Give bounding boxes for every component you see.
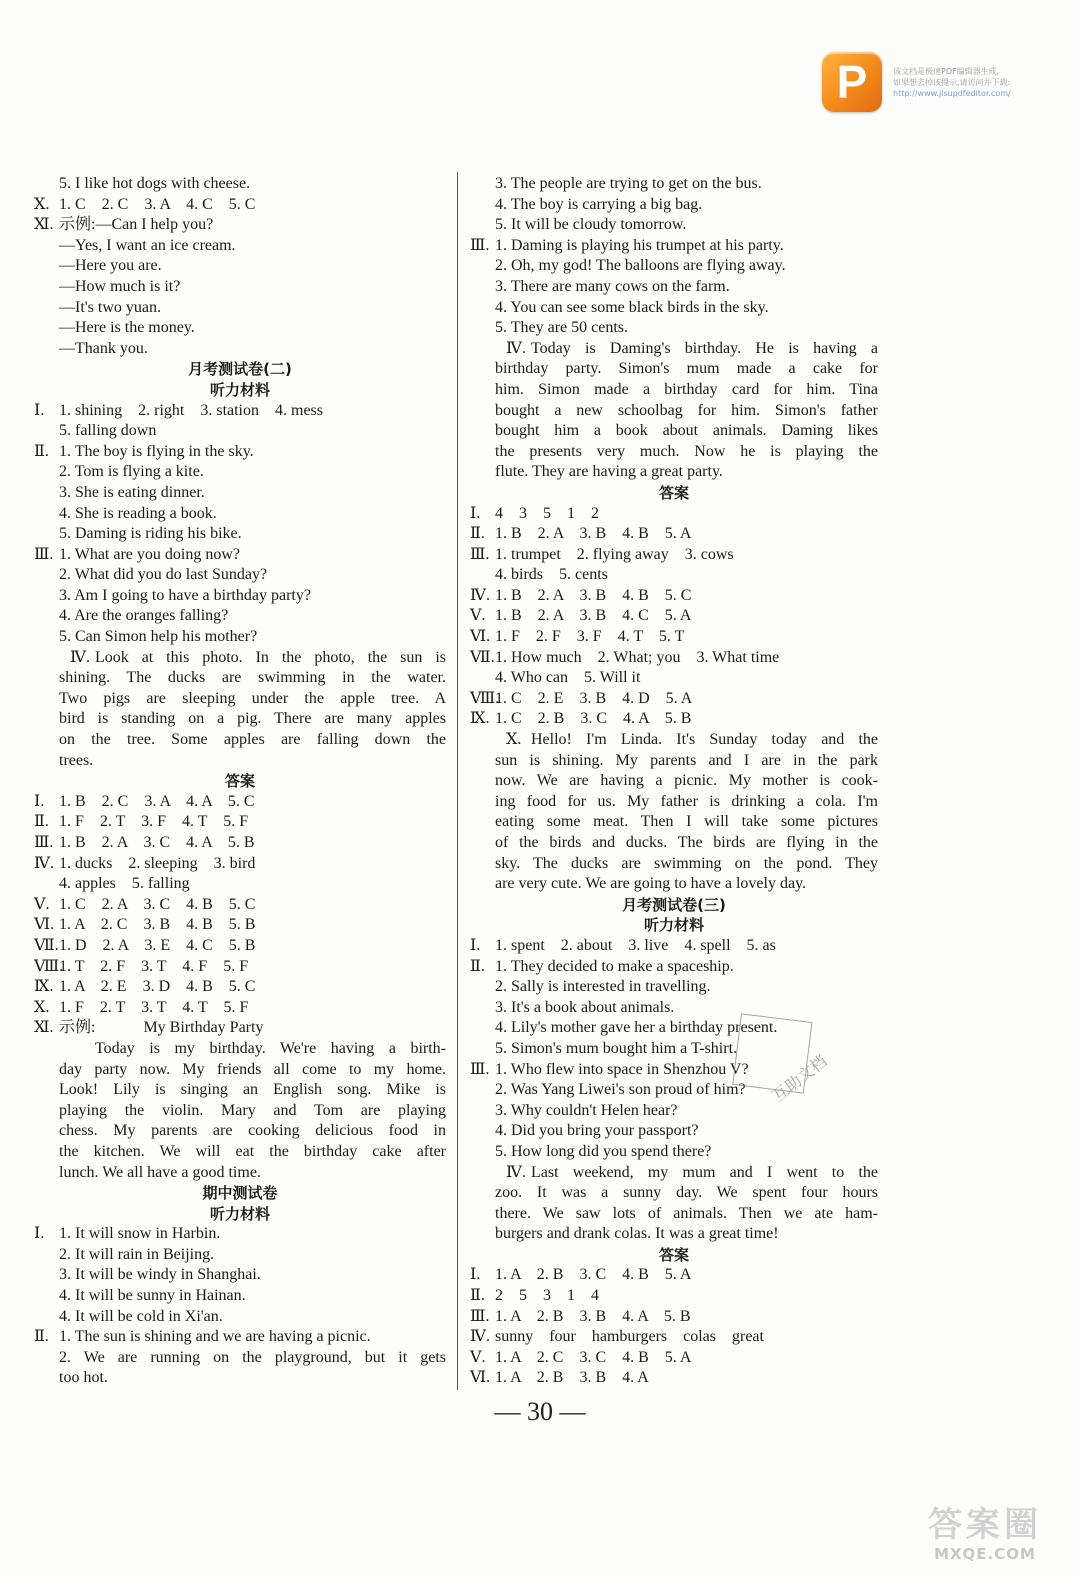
line-text: 1. What are you doing now? bbox=[59, 545, 240, 563]
question-row bbox=[34, 195, 446, 216]
roman-numeral: Ⅴ. bbox=[34, 895, 50, 913]
question-row bbox=[470, 648, 878, 669]
line-text: 1. B 2. A 3. B 4. B 5. C bbox=[495, 586, 692, 604]
text-line bbox=[470, 195, 878, 216]
text-line bbox=[34, 236, 446, 257]
line-text: Look! Lily is singing an English song. Mike is bbox=[59, 1081, 446, 1099]
line-text: 1. C 2. A 3. C 4. B 5. C bbox=[59, 895, 256, 913]
paragraph-line bbox=[34, 668, 446, 689]
roman-numeral: Ⅵ. bbox=[470, 628, 491, 646]
paragraph-line bbox=[470, 421, 878, 442]
stamp-text: 互助文档 bbox=[768, 1051, 831, 1106]
line-text: 听力材料 bbox=[209, 380, 270, 399]
roman-numeral: Ⅰ. bbox=[470, 1266, 481, 1284]
roman-numeral: Ⅲ. bbox=[34, 545, 54, 563]
line-text: 1. B 2. C 3. A 4. A 5. C bbox=[59, 792, 255, 810]
line-text: —Yes, I want an ice cream. bbox=[59, 236, 236, 254]
roman-numeral: Ⅰ. bbox=[470, 504, 481, 522]
question-row bbox=[34, 957, 446, 978]
line-text: 4. Lily's mother gave her a birthday present. bbox=[495, 1019, 778, 1037]
line-text: birthday party. Simon's mum made a cake for bbox=[495, 360, 878, 378]
question-row bbox=[470, 709, 878, 730]
roman-numeral: Ⅲ. bbox=[470, 236, 490, 254]
roman-numeral: Ⅺ. bbox=[34, 216, 54, 234]
line-text: 5. I like hot dogs with cheese. bbox=[59, 175, 251, 192]
roman-numeral: Ⅵ. bbox=[34, 916, 55, 934]
line-text: the presents very much. Now he is playing the bbox=[495, 442, 878, 460]
editor-notice bbox=[893, 66, 1053, 99]
question-row bbox=[470, 524, 878, 545]
paragraph-line bbox=[470, 812, 878, 833]
question-row bbox=[34, 936, 446, 957]
line-text: 月考测试卷(二) bbox=[188, 360, 292, 379]
text-line bbox=[34, 256, 446, 277]
text-line bbox=[470, 1142, 878, 1163]
roman-numeral: Ⅴ. bbox=[470, 607, 486, 625]
line-text: 4. She is reading a book. bbox=[59, 504, 217, 522]
question-row bbox=[470, 545, 878, 566]
line-text: 1. B 2. A 3. B 4. C 5. A bbox=[495, 607, 692, 625]
paragraph-line bbox=[470, 730, 878, 751]
text-line bbox=[34, 586, 446, 607]
right-column bbox=[470, 174, 878, 1389]
question-row bbox=[34, 1224, 446, 1245]
line-text: 2. Tom is flying a kite. bbox=[59, 463, 204, 481]
line-text: Hello! I'm Linda. It's Sunday today and the bbox=[531, 731, 878, 749]
question-row bbox=[34, 545, 446, 566]
paragraph-line bbox=[470, 751, 878, 772]
line-text: sky. The ducks are swimming on the pond. They bbox=[495, 854, 878, 872]
paragraph-line bbox=[470, 771, 878, 792]
notice-line: 该文档是极速PDF编辑器生成, bbox=[893, 67, 1000, 76]
line-text: 2. Was Yang Liwei's son proud of him? bbox=[495, 1081, 746, 1099]
question-row bbox=[34, 401, 446, 422]
question-row bbox=[470, 627, 878, 648]
text-line bbox=[34, 627, 446, 648]
roman-numeral: Ⅹ. bbox=[34, 998, 50, 1016]
question-row bbox=[470, 1307, 878, 1328]
roman-numeral: Ⅸ. bbox=[34, 978, 54, 996]
roman-numeral: Ⅰ. bbox=[34, 401, 45, 419]
text-line bbox=[470, 277, 878, 298]
logo-letter: P bbox=[836, 56, 868, 108]
line-text: —Thank you. bbox=[59, 339, 148, 357]
line-text: 4. Did you bring your passport? bbox=[495, 1122, 699, 1140]
paragraph-line bbox=[34, 1039, 446, 1060]
roman-numeral: Ⅰ. bbox=[34, 1225, 45, 1243]
roman-numeral: Ⅲ. bbox=[470, 1060, 490, 1078]
paragraph-line bbox=[34, 1101, 446, 1122]
line-text: 4. apples 5. falling bbox=[59, 875, 190, 893]
line-text: are very cute. We are going to have a lovely day. bbox=[495, 875, 807, 893]
section-heading bbox=[34, 1183, 446, 1204]
paragraph-line bbox=[470, 1163, 878, 1184]
line-text: 3. There are many cows on the farm. bbox=[495, 277, 730, 295]
text-line bbox=[470, 256, 878, 277]
question-row bbox=[470, 936, 878, 957]
line-text: 1. C 2. C 3. A 4. C 5. C bbox=[59, 195, 256, 213]
roman-numeral: Ⅱ. bbox=[34, 442, 49, 460]
roman-numeral: Ⅷ. bbox=[470, 689, 500, 707]
line-text: 1. F 2. T 3. F 4. T 5. F bbox=[59, 813, 249, 831]
text-line bbox=[34, 504, 446, 525]
paragraph-line bbox=[34, 1142, 446, 1163]
text-line bbox=[34, 339, 446, 360]
line-text: on the tree. Some apples are falling down the bbox=[59, 731, 446, 749]
paragraph-line bbox=[34, 1348, 446, 1369]
line-text: 2. What did you do last Sunday? bbox=[59, 566, 268, 584]
line-text: 4. Who can 5. Will it bbox=[495, 669, 641, 687]
line-text: 4. The boy is carrying a big bag. bbox=[495, 195, 703, 213]
text-line bbox=[34, 174, 446, 195]
line-text: 1. A 2. E 3. D 4. B 5. C bbox=[59, 978, 256, 996]
text-line bbox=[34, 421, 446, 442]
text-line bbox=[34, 751, 446, 772]
page-number: — 30 — bbox=[494, 1397, 586, 1426]
question-row bbox=[470, 1286, 878, 1307]
line-text: 2. Oh, my god! The balloons are flying away. bbox=[495, 257, 786, 275]
line-text: him. Simon made a birthday card for him. Tina bbox=[495, 380, 878, 398]
paragraph-line bbox=[34, 709, 446, 730]
line-text: 5. Can Simon help his mother? bbox=[59, 628, 258, 646]
question-row bbox=[470, 586, 878, 607]
roman-numeral: Ⅸ. bbox=[470, 710, 490, 728]
paragraph-line bbox=[34, 689, 446, 710]
roman-numeral: Ⅳ. bbox=[70, 648, 90, 666]
site-watermark bbox=[900, 1505, 1070, 1565]
line-text: 5. falling down bbox=[59, 422, 157, 440]
line-text: —Here you are. bbox=[59, 257, 162, 275]
line-text: 听力材料 bbox=[643, 916, 704, 935]
paragraph-line bbox=[470, 339, 878, 360]
line-text: flute. They are having a great party. bbox=[495, 463, 723, 481]
question-row bbox=[34, 1327, 446, 1348]
roman-numeral: Ⅺ. bbox=[34, 1019, 54, 1037]
paragraph-line bbox=[470, 401, 878, 422]
roman-numeral: Ⅲ. bbox=[34, 834, 54, 851]
roman-numeral: Ⅷ. bbox=[34, 957, 64, 975]
line-text: bought him a book about animals. Daming likes bbox=[495, 422, 878, 440]
section-heading bbox=[470, 1245, 878, 1266]
question-row bbox=[470, 606, 878, 627]
line-text: burgers and drank colas. It was a great time! bbox=[495, 1225, 779, 1243]
text-line bbox=[34, 1307, 446, 1328]
text-line bbox=[470, 462, 878, 483]
line-text: 4. Are the oranges falling? bbox=[59, 607, 229, 625]
question-row bbox=[34, 812, 446, 833]
line-text: 2. It will rain in Beijing. bbox=[59, 1245, 215, 1263]
roman-numeral: Ⅰ. bbox=[470, 936, 481, 954]
paragraph-line bbox=[470, 1183, 878, 1204]
line-text: 5. It will be cloudy tomorrow. bbox=[495, 216, 687, 234]
line-text: 1. B 2. A 3. C 4. A 5. B bbox=[59, 834, 255, 851]
question-row bbox=[34, 977, 446, 998]
roman-numeral: Ⅱ. bbox=[470, 1287, 485, 1305]
line-text: day party now. My friends all come to my home. bbox=[59, 1060, 446, 1078]
line-text: 4. You can see some black birds in the sky. bbox=[495, 298, 769, 316]
roman-numeral: Ⅲ. bbox=[470, 1307, 490, 1325]
text-line bbox=[470, 668, 878, 689]
line-text: 4. It will be sunny in Hainan. bbox=[59, 1287, 246, 1305]
text-line bbox=[470, 298, 878, 319]
line-text: 5. Daming is riding his bike. bbox=[59, 525, 242, 543]
text-line bbox=[470, 1121, 878, 1142]
line-text: 答案 bbox=[658, 483, 689, 502]
roman-numeral: Ⅲ. bbox=[470, 545, 490, 563]
pdf-editor-logo bbox=[822, 52, 882, 112]
question-row bbox=[34, 998, 446, 1019]
line-text: 1. F 2. F 3. F 4. T 5. T bbox=[495, 628, 685, 646]
line-text: there. We saw lots of animals. Then we ate ham- bbox=[495, 1204, 878, 1222]
question-row bbox=[34, 1018, 446, 1039]
line-text: sun is shining. My parents and I are in the park bbox=[495, 751, 878, 769]
line-text: 1. A 2. C 3. C 4. B 5. A bbox=[495, 1348, 692, 1366]
question-row bbox=[34, 792, 446, 813]
roman-numeral: Ⅱ. bbox=[470, 525, 485, 543]
left-column bbox=[34, 174, 446, 1389]
line-text: 2. Sally is interested in travelling. bbox=[495, 978, 711, 996]
line-text: 1. Who flew into space in Shenzhou V? bbox=[495, 1060, 749, 1078]
line-text: 1. How much 2. What; you 3. What time bbox=[495, 648, 780, 666]
text-line bbox=[34, 1368, 446, 1389]
line-text: too hot. bbox=[59, 1369, 108, 1387]
paragraph-line bbox=[34, 730, 446, 751]
line-text: 3. It will be windy in Shanghai. bbox=[59, 1266, 261, 1284]
roman-numeral: Ⅶ. bbox=[470, 648, 495, 666]
line-text: 4 3 5 1 2 bbox=[495, 504, 599, 522]
text-line bbox=[34, 318, 446, 339]
line-text: 2. We are running on the playground, but it gets bbox=[59, 1348, 446, 1366]
roman-numeral: Ⅳ. bbox=[34, 854, 54, 872]
question-row bbox=[34, 915, 446, 936]
section-heading bbox=[34, 1204, 446, 1225]
line-text: 1. C 2. B 3. C 4. A 5. B bbox=[495, 710, 692, 728]
line-text: 1. It will snow in Harbin. bbox=[59, 1225, 221, 1243]
notice-url[interactable]: http://www.jisupdfeditor.com/ bbox=[893, 89, 1011, 98]
paragraph-line bbox=[34, 1080, 446, 1101]
question-row bbox=[470, 689, 878, 710]
line-text: 听力材料 bbox=[209, 1204, 270, 1223]
line-text: now. We are having a picnic. My mother is cook- bbox=[495, 772, 878, 790]
line-text: 2 5 3 1 4 bbox=[495, 1287, 599, 1305]
line-text: the kitchen. We will eat the birthday cake after bbox=[59, 1142, 446, 1160]
line-text: 1. ducks 2. sleeping 3. bird bbox=[59, 854, 256, 872]
paragraph-line bbox=[34, 648, 446, 669]
text-line bbox=[34, 1245, 446, 1266]
text-line bbox=[34, 1265, 446, 1286]
line-text: 1. A 2. B 3. B 4. A bbox=[495, 1369, 649, 1387]
question-row bbox=[470, 1368, 878, 1389]
line-text: 3. Am I going to have a birthday party? bbox=[59, 586, 311, 604]
line-text: 3. Why couldn't Helen hear? bbox=[495, 1101, 678, 1119]
question-row bbox=[470, 236, 878, 257]
line-text: 3. She is eating dinner. bbox=[59, 483, 205, 501]
section-heading bbox=[470, 915, 878, 936]
line-text: 5. They are 50 cents. bbox=[495, 319, 628, 337]
line-text: 1. Daming is playing his trumpet at his party. bbox=[495, 236, 784, 254]
line-text: ing food for us. My father is drinking a cola. I'm bbox=[495, 792, 878, 810]
line-text: 1. A 2. C 3. B 4. B 5. B bbox=[59, 916, 256, 934]
question-row bbox=[470, 504, 878, 525]
line-text: bought a new schoolbag for him. Simon's father bbox=[495, 401, 878, 419]
text-line bbox=[34, 462, 446, 483]
line-text: trees. bbox=[59, 751, 94, 769]
column-divider bbox=[457, 172, 458, 1390]
question-row bbox=[470, 957, 878, 978]
roman-numeral: Ⅰ. bbox=[34, 792, 45, 810]
text-line bbox=[470, 1224, 878, 1245]
question-row bbox=[34, 833, 446, 854]
notice-line: 如果想去掉该提示,请访问并下载: bbox=[893, 78, 1011, 87]
roman-numeral: Ⅳ. bbox=[470, 1328, 490, 1346]
roman-numeral: Ⅳ. bbox=[506, 339, 526, 357]
line-text: 答案 bbox=[224, 772, 255, 791]
roman-numeral: Ⅹ. bbox=[506, 731, 522, 749]
text-line bbox=[34, 1286, 446, 1307]
line-text: bird is standing on a pig. There are many apples bbox=[59, 710, 446, 728]
section-heading bbox=[34, 359, 446, 380]
line-text: Last weekend, my mum and I went to the bbox=[531, 1163, 878, 1181]
paragraph-line bbox=[470, 380, 878, 401]
line-text: shining. The ducks are swimming in the water. bbox=[59, 669, 446, 687]
question-row bbox=[34, 442, 446, 463]
line-text: 1. shining 2. right 3. station 4. mess bbox=[59, 401, 323, 419]
line-text: 1. The sun is shining and we are having a picnic. bbox=[59, 1328, 371, 1346]
line-text: sunny four hamburgers colas great bbox=[495, 1328, 764, 1346]
text-line bbox=[470, 174, 878, 195]
roman-numeral: Ⅱ. bbox=[34, 813, 49, 831]
text-line bbox=[34, 606, 446, 627]
paragraph-line bbox=[470, 442, 878, 463]
line-text: 3. The people are trying to get on the bus. bbox=[495, 175, 762, 192]
line-text: 示例: My Birthday Party bbox=[59, 1019, 264, 1037]
question-row bbox=[34, 215, 446, 236]
line-text: Look at this photo. In the photo, the sun is bbox=[95, 648, 446, 666]
watermark-domain: MXQE.COM bbox=[934, 1545, 1036, 1563]
text-line bbox=[34, 565, 446, 586]
line-text: 1. B 2. A 3. B 4. B 5. A bbox=[495, 525, 692, 543]
watermark-logo-text: 答案圈 bbox=[928, 1505, 1042, 1545]
line-text: of the birds and ducks. The birds are flying in the bbox=[495, 834, 878, 851]
section-heading bbox=[470, 895, 878, 916]
line-text: 5. Simon's mum bought him a T-shirt. bbox=[495, 1039, 738, 1057]
text-line bbox=[470, 318, 878, 339]
question-row bbox=[470, 1327, 878, 1348]
roman-numeral: Ⅱ. bbox=[470, 957, 485, 975]
line-text: Two pigs are sleeping under the apple tree. A bbox=[59, 689, 446, 707]
line-text: —Here is the money. bbox=[59, 319, 195, 337]
line-text: 1. They decided to make a spaceship. bbox=[495, 957, 734, 975]
roman-numeral: Ⅱ. bbox=[34, 1328, 49, 1346]
text-line bbox=[34, 1163, 446, 1184]
question-row bbox=[34, 895, 446, 916]
line-text: 1. D 2. A 3. E 4. C 5. B bbox=[59, 936, 256, 954]
paragraph-line bbox=[470, 833, 878, 854]
section-heading bbox=[34, 771, 446, 792]
line-text: 示例:—Can I help you? bbox=[59, 216, 214, 234]
roman-numeral: Ⅳ. bbox=[506, 1163, 526, 1181]
line-text: 1. trumpet 2. flying away 3. cows bbox=[495, 545, 734, 563]
text-line bbox=[470, 215, 878, 236]
paragraph-line bbox=[470, 854, 878, 875]
line-text: 月考测试卷(三) bbox=[622, 895, 726, 914]
roman-numeral: Ⅴ. bbox=[470, 1348, 486, 1366]
paragraph-line bbox=[470, 1204, 878, 1225]
roman-numeral: Ⅵ. bbox=[470, 1369, 491, 1387]
line-text: eating some meat. Then I will take some pictures bbox=[495, 813, 878, 831]
line-text: Today is my birthday. We're having a birth- bbox=[95, 1039, 446, 1057]
line-text: 1. C 2. E 3. B 4. D 5. A bbox=[495, 689, 693, 707]
text-line bbox=[34, 277, 446, 298]
line-text: 答案 bbox=[658, 1245, 689, 1264]
roman-numeral: Ⅹ. bbox=[34, 195, 50, 213]
paragraph-line bbox=[470, 792, 878, 813]
line-text: 1. The boy is flying in the sky. bbox=[59, 442, 254, 460]
section-heading bbox=[34, 380, 446, 401]
roman-numeral: Ⅶ. bbox=[34, 936, 59, 954]
paragraph-line bbox=[470, 359, 878, 380]
line-text: 1. spent 2. about 3. live 4. spell 5. as bbox=[495, 936, 776, 954]
line-text: 4. birds 5. cents bbox=[495, 566, 608, 584]
text-line bbox=[470, 977, 878, 998]
line-text: chess. My parents are cooking delicious food in bbox=[59, 1122, 446, 1140]
line-text: 1. A 2. B 3. B 4. A 5. B bbox=[495, 1307, 691, 1325]
line-text: playing the violin. Mary and Tom are playing bbox=[59, 1101, 446, 1119]
text-line bbox=[470, 874, 878, 895]
text-line bbox=[34, 483, 446, 504]
line-text: —How much is it? bbox=[59, 277, 181, 295]
question-row bbox=[470, 1348, 878, 1369]
paragraph-line bbox=[34, 1060, 446, 1081]
line-text: 1. F 2. T 3. T 4. T 5. F bbox=[59, 998, 249, 1016]
line-text: 4. It will be cold in Xi'an. bbox=[59, 1307, 223, 1325]
section-heading bbox=[470, 483, 878, 504]
line-text: zoo. It was a sunny day. We spent four hours bbox=[495, 1184, 878, 1202]
line-text: Today is Daming's birthday. He is having a bbox=[531, 339, 878, 357]
line-text: lunch. We all have a good time. bbox=[59, 1163, 261, 1181]
text-line bbox=[470, 565, 878, 586]
question-row bbox=[34, 854, 446, 875]
question-row bbox=[470, 1265, 878, 1286]
line-text: 3. It's a book about animals. bbox=[495, 998, 675, 1016]
line-text: 1. T 2. F 3. T 4. F 5. F bbox=[59, 957, 249, 975]
text-line bbox=[34, 524, 446, 545]
line-text: 期中测试卷 bbox=[202, 1184, 278, 1203]
line-text: —It's two yuan. bbox=[59, 298, 161, 316]
roman-numeral: Ⅳ. bbox=[470, 586, 490, 604]
text-line bbox=[34, 874, 446, 895]
text-line bbox=[34, 298, 446, 319]
paragraph-line bbox=[34, 1121, 446, 1142]
text-line bbox=[470, 1101, 878, 1122]
line-text: 1. A 2. B 3. C 4. B 5. A bbox=[495, 1266, 692, 1284]
line-text: 5. How long did you spend there? bbox=[495, 1142, 712, 1160]
